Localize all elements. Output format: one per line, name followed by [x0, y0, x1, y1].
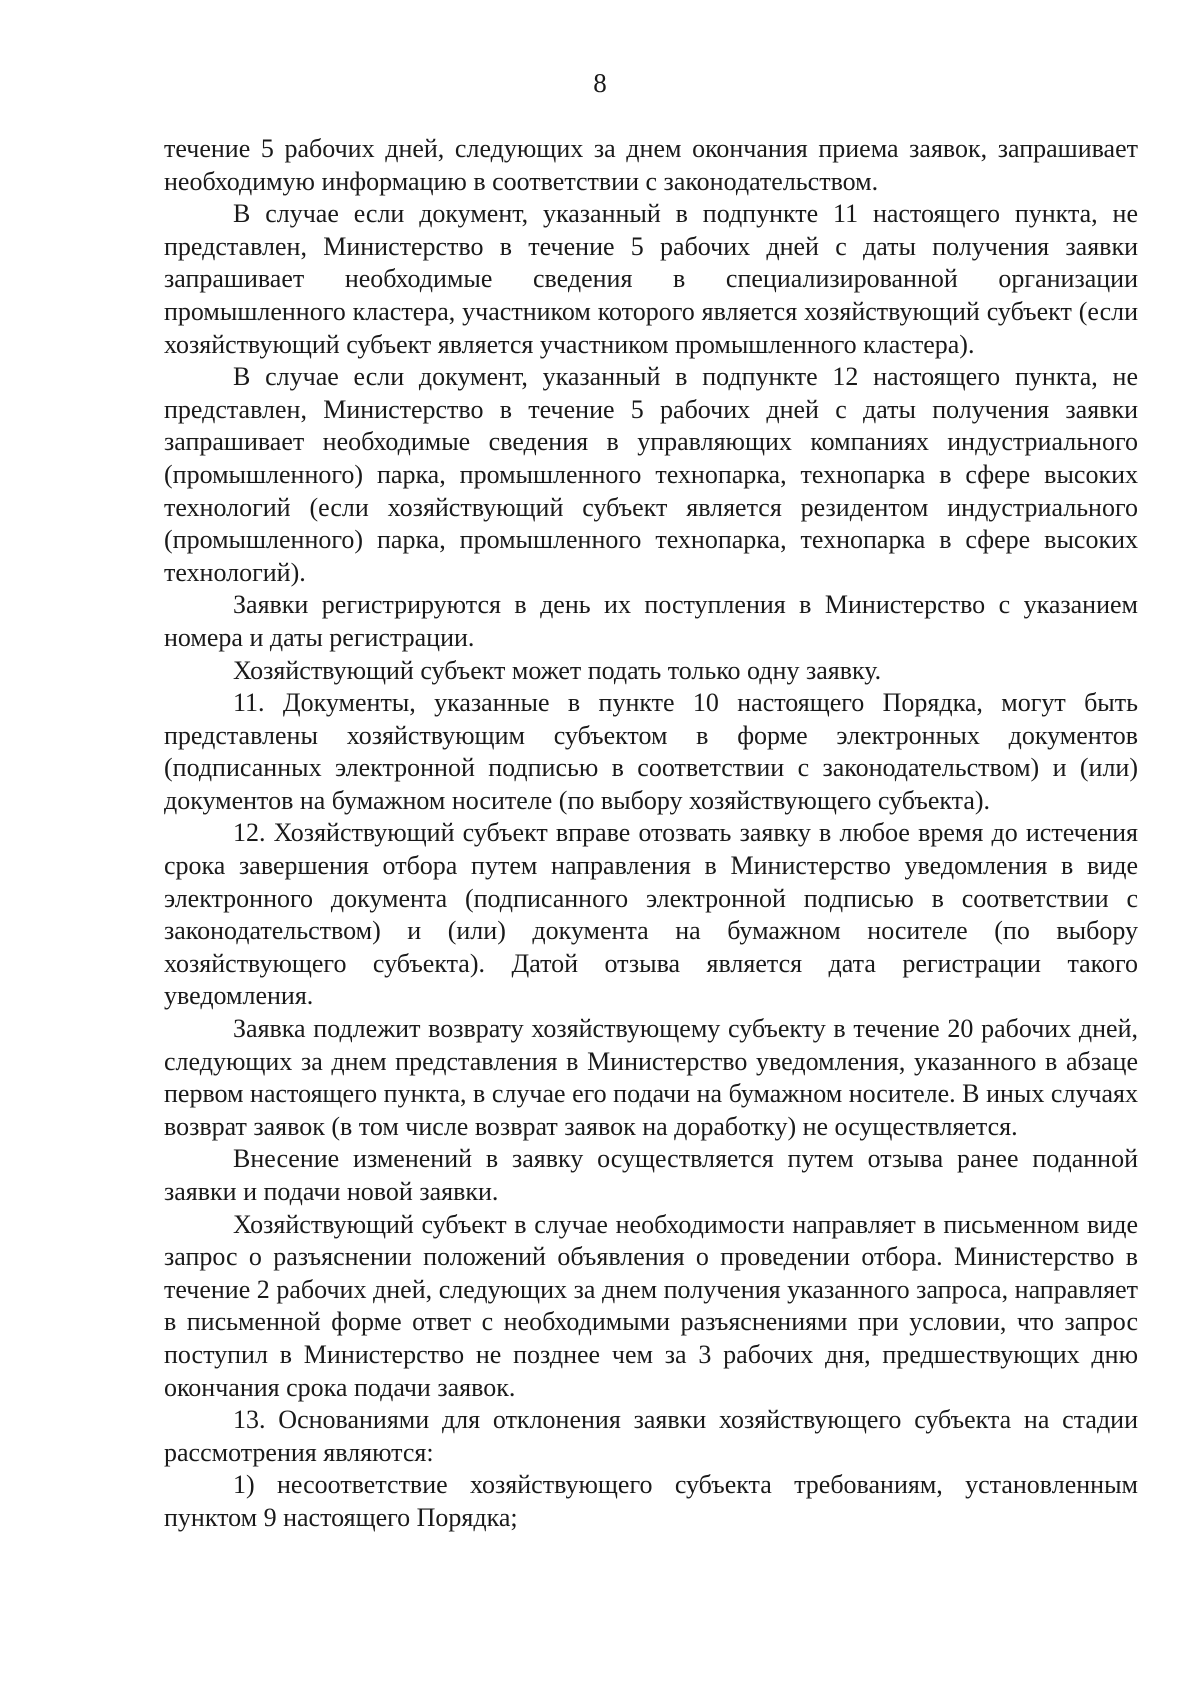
- document-body: [164, 133, 1138, 1535]
- paragraph-item-13: 13. Основаниями для отклонения заявки хозяйствующего субъекта на стадии рассмотрения являются:: [164, 1405, 1138, 1467]
- paragraph-item-11: 11. Документы, указанные в пункте 10 настоящего Порядка, могут быть представлены хозяйствующим субъектом в форме электронных документов (подписанных электронной подписью в соответствии с законодательством) и (или) документов на бумажном носителе (по выбору хозяйствующего субъекта).: [164, 688, 1138, 815]
- page-number: 8: [593, 68, 607, 98]
- paragraph-item-12: 12. Хозяйствующий субъект вправе отозвать заявку в любое время до истечения срока завершения отбора путем направления в Министерство уведомления в виде электронного документа (подписанного электронной подписью в соответствии с законодательством) и (или) документа на бумажном носителе (по выбору хозяйствующего субъекта). Датой отзыва является дата регистрации такого уведомления.: [164, 818, 1138, 1011]
- paragraph-single-application: Хозяйствующий субъект может подать только одну заявку.: [233, 655, 882, 685]
- paragraph-application-return: Заявка подлежит возврату хозяйствующему субъекту в течение 20 рабочих дней, следующих за днем представления в Министерство уведомления, указанного в абзаце первом настоящего пункта, в случае его подачи на бумажном носителе. В иных случаях возврат заявок (в том числе возврат заявок на доработку) не осуществляется.: [164, 1014, 1138, 1141]
- paragraph-park-request: В случае если документ, указанный в подпункте 12 настоящего пункта, не представлен, Министерство в течение 5 рабочих дней с даты получения заявки запрашивает необходимые сведения в управляющих компаниях индустриального (промышленного) парка, промышленного технопарка, технопарка в сфере высоких технологий (если хозяйствующий субъект является резидентом индустриального (промышленного) парка, промышленного технопарка, технопарка в сфере высоких технологий).: [164, 362, 1138, 587]
- paragraph-changes: Внесение изменений в заявку осуществляется путем отзыва ранее поданной заявки и подачи новой заявки.: [164, 1144, 1138, 1206]
- paragraph-continuation: течение 5 рабочих дней, следующих за днем окончания приема заявок, запрашивает необходимую информацию в соответствии с законодательством.: [164, 134, 1138, 196]
- paragraph-registration: Заявки регистрируются в день их поступления в Министерство с указанием номера и даты регистрации.: [164, 590, 1138, 652]
- paragraph-cluster-request: В случае если документ, указанный в подпункте 11 настоящего пункта, не представлен, Министерство в течение 5 рабочих дней с даты получения заявки запрашивает необходимые сведения в специализированной организации промышленного кластера, участником которого является хозяйствующий субъект (если хозяйствующий субъект является участником промышленного кластера).: [164, 199, 1138, 359]
- paragraph-clarification-request: Хозяйствующий субъект в случае необходимости направляет в письменном виде запрос о разъяснении положений объявления о проведении отбора. Министерство в течение 2 рабочих дней, следующих за днем получения указанного запроса, направляет в письменной форме ответ с необходимыми разъяснениями при условии, что запрос поступил в Министерство не позднее чем за 3 рабочих дня, предшествующих дню окончания срока подачи заявок.: [164, 1209, 1138, 1402]
- paragraph-subitem-1: 1) несоответствие хозяйствующего субъекта требованиям, установленным пунктом 9 настоящего Порядка;: [164, 1470, 1138, 1532]
